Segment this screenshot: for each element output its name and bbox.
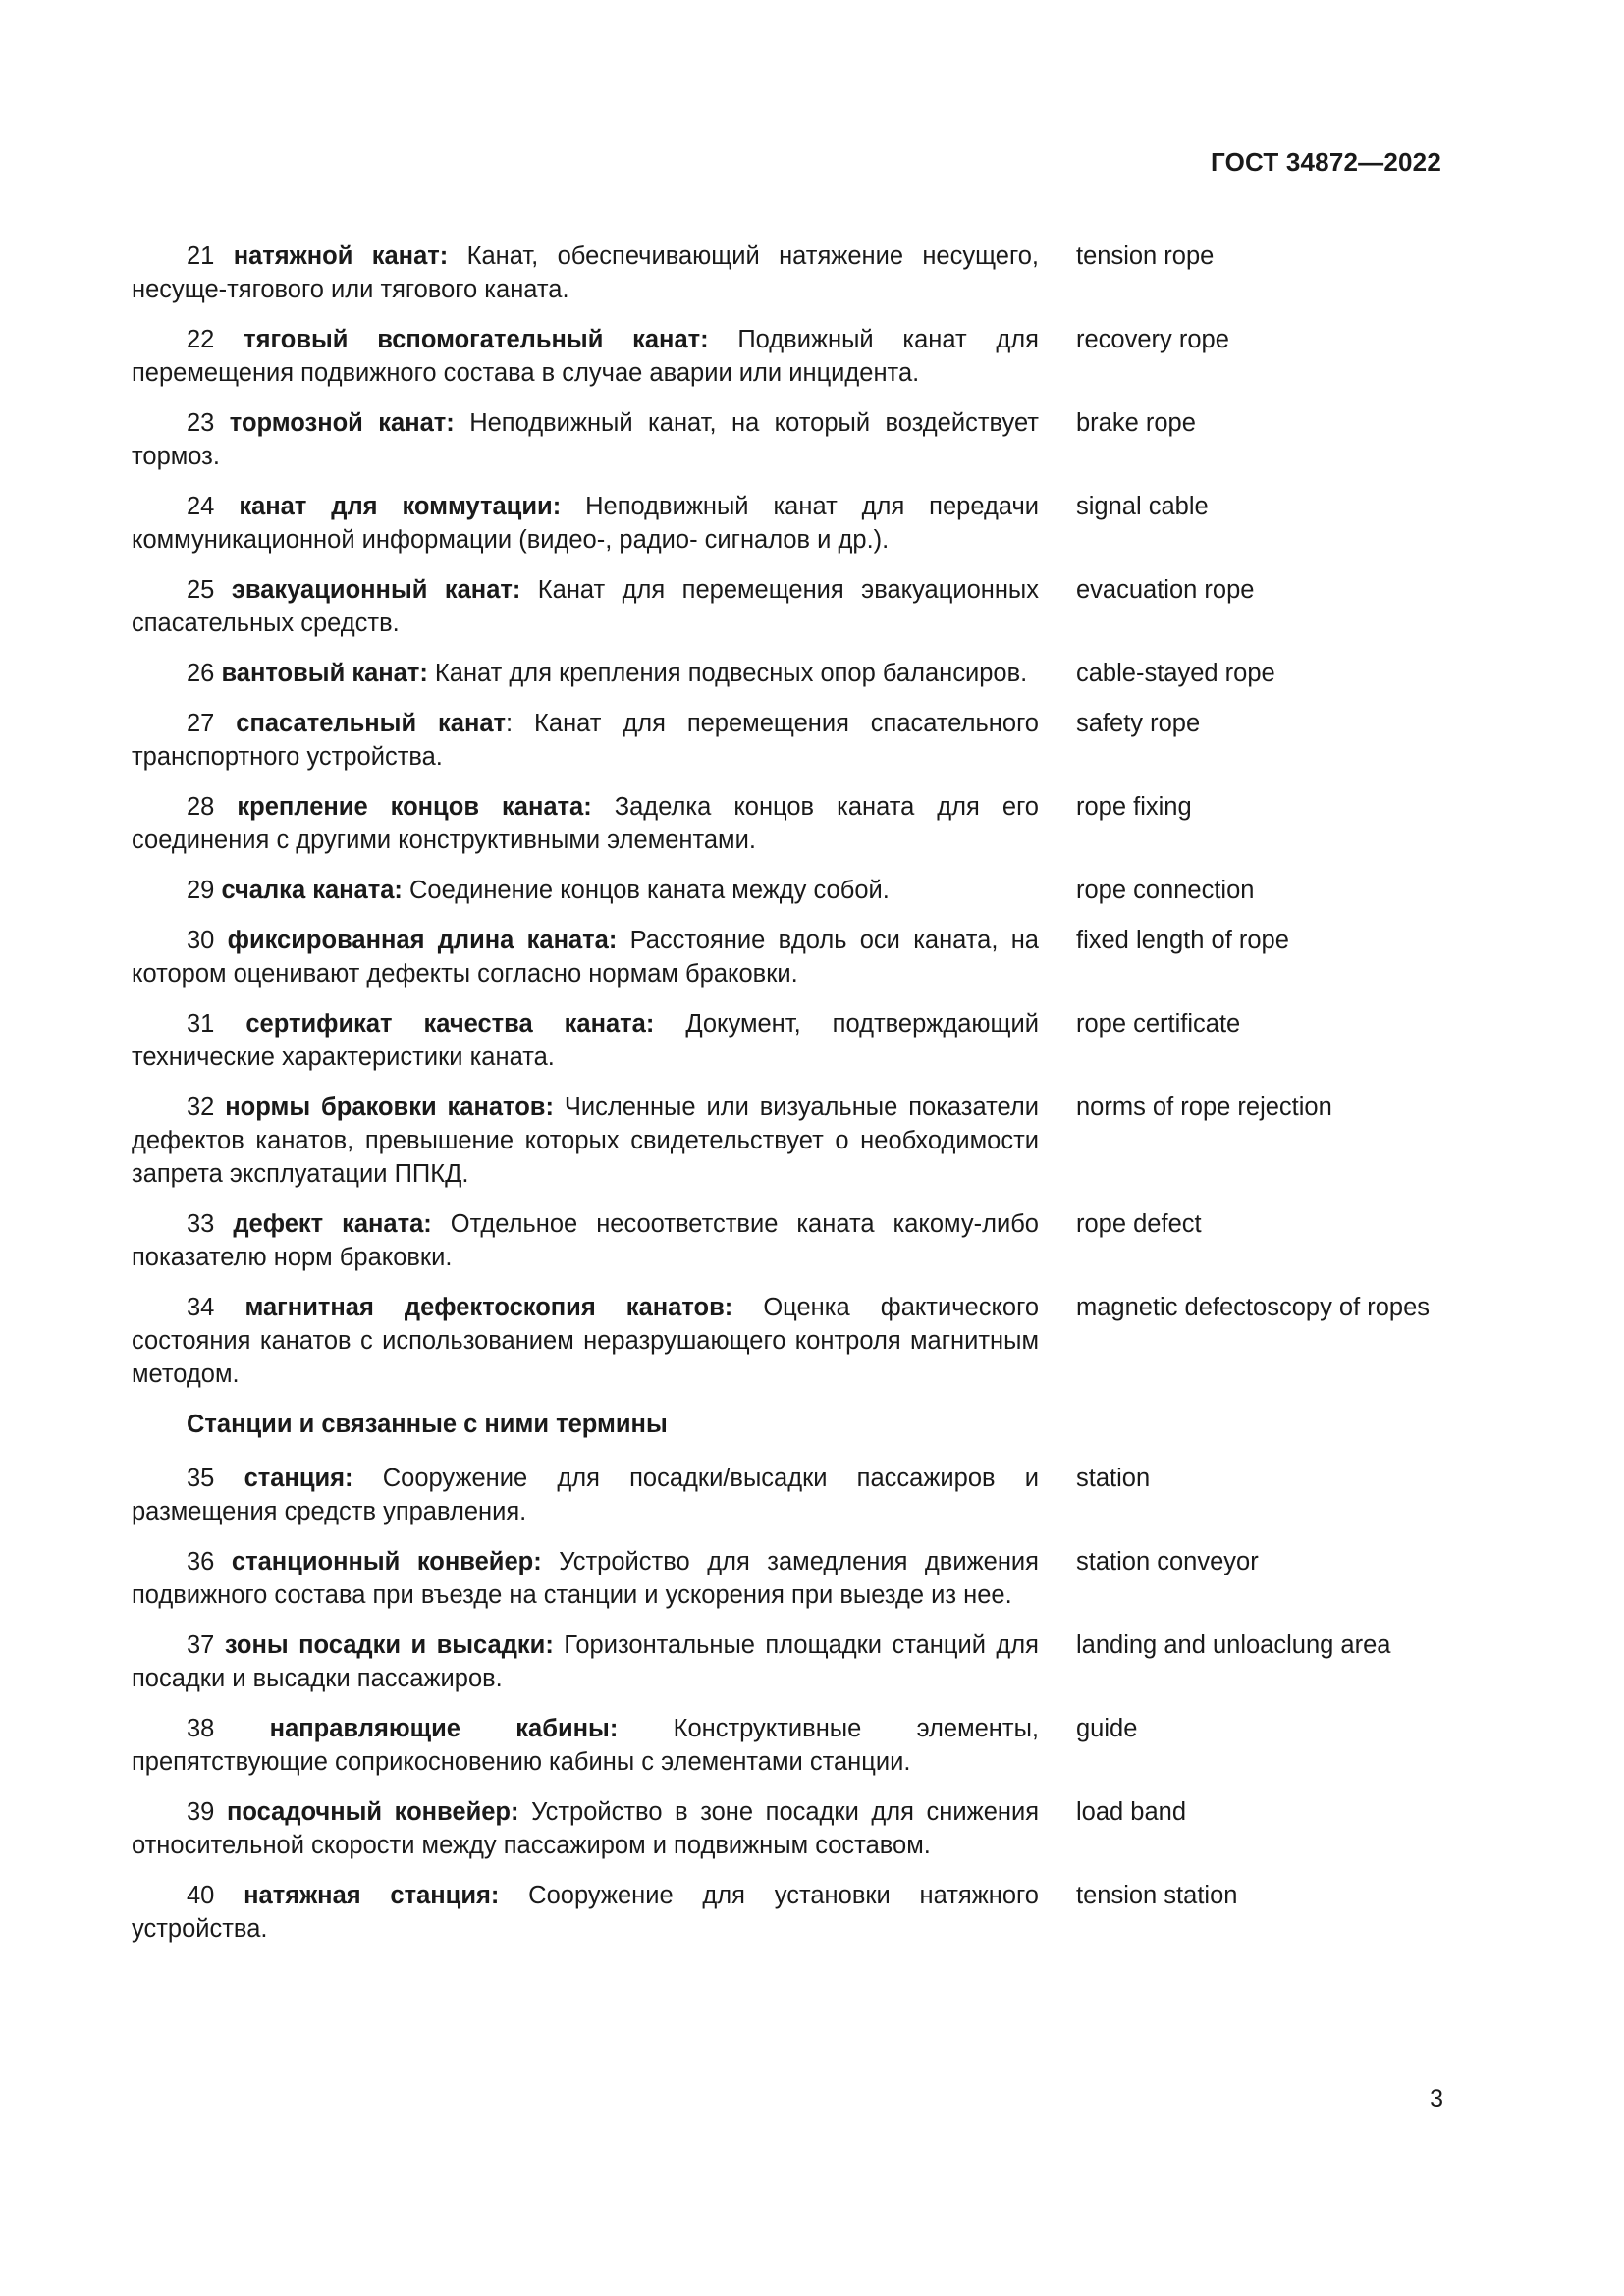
term-number: 33	[187, 1210, 215, 1238]
term-number: 30	[187, 927, 215, 954]
term-text: Документ, подтверждающий технические характеристики каната.	[132, 1010, 1039, 1071]
term-definition-ru	[132, 490, 1039, 557]
term-entry	[132, 490, 1447, 557]
term-english: guide	[1076, 1715, 1138, 1742]
term-entry	[132, 1462, 1447, 1528]
term-number: 39	[187, 1798, 215, 1826]
term-entry	[132, 1207, 1447, 1274]
term-name: крепление концов каната:	[237, 793, 592, 821]
term-entry	[132, 1712, 1447, 1779]
term-name: нормы браковки канатов:	[225, 1094, 554, 1121]
term-english: load band	[1076, 1798, 1187, 1826]
term-definition-ru	[132, 1545, 1039, 1612]
term-entry	[132, 1007, 1447, 1074]
term-english: landing and unloaclung area	[1076, 1631, 1391, 1659]
term-definition-ru	[132, 406, 1039, 473]
term-definition-ru	[132, 1207, 1039, 1274]
term-definition-ru	[132, 790, 1039, 857]
term-definition-ru	[132, 1629, 1039, 1695]
term-definition-ru	[132, 1007, 1039, 1074]
term-text: Канат, обеспечивающий натяжение несущего, несуще-тягового или тягового каната.	[132, 242, 1039, 303]
page-number: 3	[1430, 2085, 1443, 2112]
term-entry	[132, 790, 1447, 857]
term-number: 38	[187, 1715, 215, 1742]
term-text: Соединение концов каната между собой.	[402, 877, 890, 904]
term-definition-ru	[132, 323, 1039, 390]
term-number: 29	[187, 877, 215, 904]
term-entry	[132, 1091, 1447, 1191]
term-text: Расстояние вдоль оси каната, на котором оценивают дефекты согласно нормам браковки.	[132, 927, 1039, 988]
term-definition-ru	[132, 1795, 1039, 1862]
term-name: канат для коммутации:	[239, 493, 562, 520]
term-entry	[132, 707, 1447, 774]
term-entry	[132, 874, 1447, 907]
term-entry	[132, 1795, 1447, 1862]
term-text: Неподвижный канат для передачи коммуникационной информации (видео-, радио- сигналов и др.).	[132, 493, 1039, 554]
term-text: Устройство для замедления движения подвижного состава при въезде на станции и ускорения при выезде из нее.	[132, 1548, 1039, 1609]
term-english: station conveyor	[1076, 1548, 1259, 1575]
term-definition-ru	[132, 1291, 1039, 1391]
term-number: 22	[187, 326, 215, 353]
term-number: 31	[187, 1010, 215, 1038]
term-english: fixed length of rope	[1076, 927, 1289, 954]
term-definition-ru	[132, 1879, 1039, 1946]
term-english: rope fixing	[1076, 793, 1192, 821]
term-english: signal cable	[1076, 493, 1209, 520]
term-definition-ru	[132, 1462, 1039, 1528]
term-definition-ru	[132, 874, 1039, 907]
term-text: Канат для перемещения эвакуационных спасательных средств.	[132, 576, 1039, 637]
term-definition-ru	[132, 1712, 1039, 1779]
term-text: Отдельное несоответствие каната какому-либо показателю норм браковки.	[132, 1210, 1039, 1271]
term-name: натяжная станция:	[244, 1882, 500, 1909]
term-text: Численные или визуальные показатели дефектов канатов, превышение которых свидетельствует о необходимости запрета эксплуатации ППКД.	[132, 1094, 1039, 1188]
term-text: Конструктивные элементы, препятствующие соприкосновению кабины с элементами станции.	[132, 1715, 1039, 1776]
term-english: brake rope	[1076, 409, 1196, 437]
term-text: Канат для крепления подвесных опор балансиров.	[427, 660, 1028, 687]
term-name: магнитная дефектоскопия канатов:	[244, 1294, 733, 1321]
term-number: 27	[187, 710, 215, 737]
term-number: 36	[187, 1548, 215, 1575]
term-entry	[132, 573, 1447, 640]
term-name: дефект каната:	[233, 1210, 432, 1238]
term-number: 25	[187, 576, 215, 604]
term-english: recovery rope	[1076, 326, 1229, 353]
term-entry	[132, 1629, 1447, 1695]
term-number: 21	[187, 242, 215, 270]
term-number: 34	[187, 1294, 215, 1321]
term-entry	[132, 1879, 1447, 1946]
term-text: Горизонтальные площадки станций для посадки и высадки пассажиров.	[132, 1631, 1039, 1692]
term-english: rope defect	[1076, 1210, 1202, 1238]
term-name: вантовый канат:	[221, 660, 428, 687]
term-name: счалка каната:	[221, 877, 403, 904]
term-name: эвакуационный канат:	[231, 576, 521, 604]
term-english: magnetic defectoscopy of ropes	[1076, 1294, 1431, 1321]
term-text: Неподвижный канат, на который воздействует тормоз.	[132, 409, 1039, 470]
term-definition-ru	[132, 573, 1039, 640]
term-name: сертификат качества каната:	[245, 1010, 655, 1038]
term-definition-ru	[132, 240, 1039, 306]
term-english: rope connection	[1076, 877, 1255, 904]
term-entry	[132, 323, 1447, 390]
term-number: 37	[187, 1631, 215, 1659]
term-name: фиксированная длина каната:	[227, 927, 618, 954]
term-number: 32	[187, 1094, 215, 1121]
term-name: станционный конвейер:	[231, 1548, 542, 1575]
term-name: тяговый вспомогательный канат:	[244, 326, 709, 353]
term-entry	[132, 1545, 1447, 1612]
rope-terms-group	[132, 240, 1447, 1391]
term-entry	[132, 1291, 1447, 1391]
section-title: Станции и связанные с ними термины	[187, 1411, 668, 1438]
term-number: 40	[187, 1882, 215, 1909]
term-text: Оценка фактического состояния канатов с использованием неразрушающего контроля магнитным методом.	[132, 1294, 1039, 1388]
term-name: посадочный конвейер:	[226, 1798, 519, 1826]
term-entry	[132, 406, 1447, 473]
term-entry	[132, 240, 1447, 306]
term-english: tension station	[1076, 1882, 1238, 1909]
term-number: 26	[187, 660, 215, 687]
term-text: Подвижный канат для перемещения подвижного состава в случае аварии или инцидента.	[132, 326, 1039, 387]
term-name: зоны посадки и высадки:	[224, 1631, 554, 1659]
term-english: norms of rope rejection	[1076, 1094, 1332, 1121]
term-english: cable-stayed rope	[1076, 660, 1275, 687]
terms-list	[132, 240, 1447, 1962]
term-definition-ru	[132, 657, 1039, 690]
term-name: направляющие кабины:	[269, 1715, 619, 1742]
term-name: спасательный канат	[236, 710, 507, 737]
term-text: Устройство в зоне посадки для снижения относительной скорости между пассажиром и подвижным составом.	[132, 1798, 1040, 1859]
term-english: tension rope	[1076, 242, 1215, 270]
term-entry	[132, 924, 1447, 990]
term-name: тормозной канат:	[229, 409, 455, 437]
term-text: : Канат для перемещения спасательного транспортного устройства.	[132, 710, 1039, 771]
term-text: Заделка концов каната для его соединения с другими конструктивными элементами.	[132, 793, 1039, 854]
term-definition-ru	[132, 924, 1039, 990]
term-english: safety rope	[1076, 710, 1201, 737]
term-english: rope certificate	[1076, 1010, 1241, 1038]
term-text: Сооружение для установки натяжного устройства.	[132, 1882, 1039, 1943]
term-english: evacuation rope	[1076, 576, 1255, 604]
term-number: 35	[187, 1465, 215, 1492]
term-entry	[132, 657, 1447, 690]
term-name: натяжной канат:	[233, 242, 449, 270]
term-number: 23	[187, 409, 215, 437]
term-number: 28	[187, 793, 215, 821]
term-definition-ru	[132, 1091, 1039, 1191]
term-english: station	[1076, 1465, 1151, 1492]
term-text: Сооружение для посадки/высадки пассажиров и размещения средств управления.	[132, 1465, 1039, 1525]
term-definition-ru	[132, 707, 1039, 774]
station-terms-group	[132, 1462, 1447, 1946]
document-code: ГОСТ 34872—2022	[1211, 147, 1441, 177]
term-number: 24	[187, 493, 215, 520]
term-name: станция:	[244, 1465, 353, 1492]
